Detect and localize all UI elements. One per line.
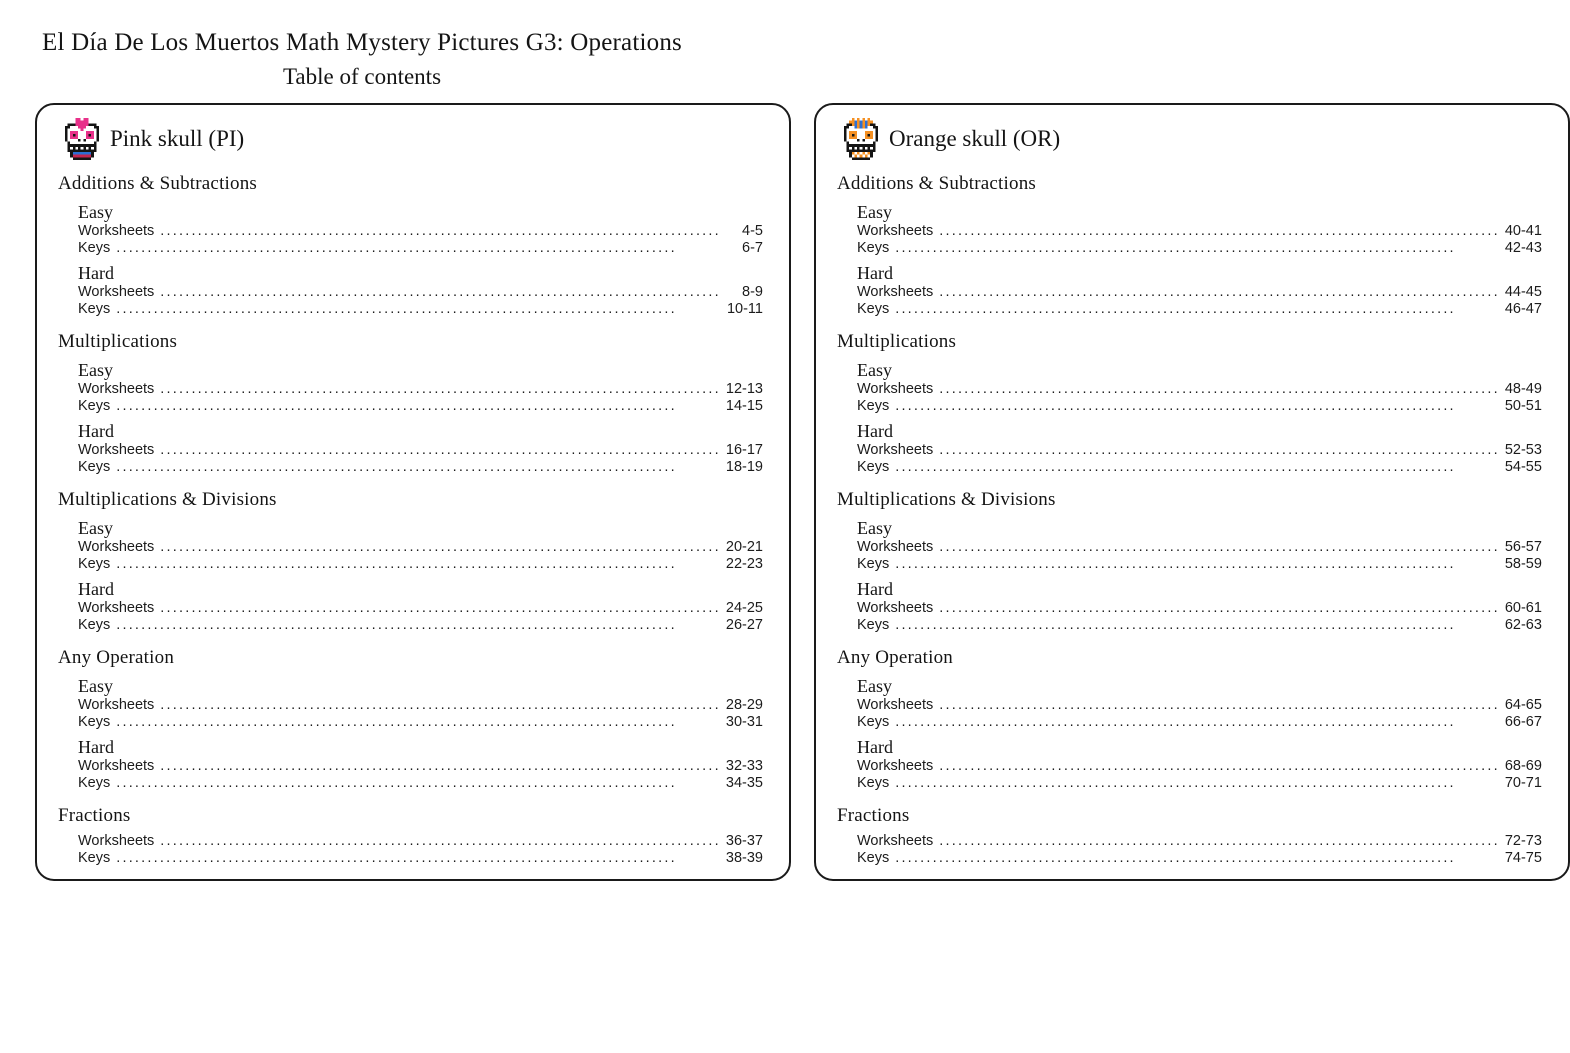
- entry-label: Keys: [78, 617, 111, 633]
- entry-label: Keys: [78, 850, 111, 866]
- toc-entry: [78, 758, 763, 775]
- dot-leader: ..........................................................................................: [939, 381, 1500, 397]
- entry-pages: 4-5: [742, 223, 763, 239]
- toc-entry: [78, 284, 763, 301]
- entry-label: Keys: [856, 617, 890, 633]
- entry-label: Keys: [856, 398, 890, 414]
- toc-group: [58, 833, 763, 867]
- dot-leader: ..........................................................................................: [895, 850, 1456, 866]
- entry-pages: 32-33: [725, 758, 763, 774]
- dot-leader: ..........................................................................................: [895, 617, 1456, 633]
- entry-label: Worksheets: [856, 381, 934, 397]
- toc-section: [837, 330, 1542, 476]
- toc-group: [58, 736, 763, 792]
- toc-section: [837, 172, 1542, 318]
- entry-label: Worksheets: [78, 600, 155, 616]
- entry-label: Worksheets: [856, 539, 934, 555]
- toc-entry: [857, 850, 1542, 867]
- dot-leader: ..........................................................................................: [116, 240, 677, 256]
- entry-pages: 62-63: [1504, 617, 1542, 633]
- toc-group: [837, 736, 1542, 792]
- toc-section: [837, 488, 1542, 634]
- toc-group: [837, 359, 1542, 415]
- entry-label: Keys: [78, 459, 111, 475]
- toc-section: [58, 804, 763, 867]
- entry-pages: 34-35: [725, 775, 763, 791]
- entry-pages: 58-59: [1504, 556, 1542, 572]
- dot-leader: ..........................................................................................: [116, 301, 677, 317]
- dot-leader: ..........................................................................................: [116, 775, 677, 791]
- toc-section: [58, 172, 763, 318]
- dot-leader: ..........................................................................................: [939, 284, 1500, 300]
- entry-pages: 16-17: [725, 442, 763, 458]
- toc-entry: [857, 617, 1542, 634]
- toc-box-pink: [35, 103, 791, 881]
- orange-skull-icon: [844, 118, 878, 160]
- entry-pages: 38-39: [725, 850, 763, 866]
- toc-entry: [78, 775, 763, 792]
- entry-pages: 20-21: [725, 539, 763, 555]
- page-title: El Día De Los Muertos Math Mystery Pictures G3: Operations: [42, 29, 682, 56]
- entry-pages: 64-65: [1504, 697, 1542, 713]
- entry-label: Worksheets: [856, 697, 934, 713]
- dot-leader: ..........................................................................................: [895, 714, 1456, 730]
- entry-label: Worksheets: [856, 600, 934, 616]
- entry-pages: 46-47: [1504, 301, 1542, 317]
- toc-entry: [857, 223, 1542, 240]
- toc-entry: [857, 398, 1542, 415]
- dot-leader: ..........................................................................................: [939, 833, 1500, 849]
- toc-group: [837, 420, 1542, 476]
- entry-label: Worksheets: [78, 284, 155, 300]
- toc-entry: [78, 223, 763, 240]
- toc-entry: [857, 833, 1542, 850]
- toc-group: [837, 201, 1542, 257]
- toc-entry: [78, 240, 763, 257]
- dot-leader: ..........................................................................................: [160, 223, 721, 239]
- toc-entry: [78, 442, 763, 459]
- box-title-pink: Pink skull (PI): [110, 126, 245, 151]
- group-title: Hard: [856, 579, 893, 599]
- toc-box-orange: [814, 103, 1570, 881]
- toc-group: [837, 517, 1542, 573]
- entry-pages: 14-15: [725, 398, 763, 414]
- entry-label: Worksheets: [78, 758, 155, 774]
- toc-section: [837, 646, 1542, 792]
- entry-label: Keys: [78, 556, 111, 572]
- entry-pages: 18-19: [725, 459, 763, 475]
- entry-label: Worksheets: [856, 284, 934, 300]
- dot-leader: ..........................................................................................: [895, 459, 1456, 475]
- box-header-orange: [837, 118, 1542, 160]
- dot-leader: ..........................................................................................: [895, 240, 1456, 256]
- toc-entry: [78, 301, 763, 318]
- section-title: Additions & Subtractions: [836, 173, 1036, 194]
- group-title: Easy: [856, 360, 892, 380]
- dot-leader: ..........................................................................................: [895, 301, 1456, 317]
- section-title: Fractions: [836, 805, 910, 826]
- entry-label: Worksheets: [78, 223, 155, 239]
- toc-entry: [857, 697, 1542, 714]
- dot-leader: ..........................................................................................: [895, 398, 1456, 414]
- entry-pages: 42-43: [1504, 240, 1542, 256]
- toc-entry: [78, 381, 763, 398]
- entry-pages: 28-29: [725, 697, 763, 713]
- entry-pages: 10-11: [726, 301, 763, 317]
- toc-entry: [857, 600, 1542, 617]
- toc-entry: [857, 240, 1542, 257]
- dot-leader: ..........................................................................................: [939, 697, 1500, 713]
- entry-label: Keys: [78, 240, 111, 256]
- dot-leader: ..........................................................................................: [160, 833, 721, 849]
- entry-pages: 22-23: [725, 556, 763, 572]
- toc-group: [58, 420, 763, 476]
- entry-pages: 6-7: [742, 240, 763, 256]
- toc-entry: [78, 539, 763, 556]
- entry-label: Worksheets: [78, 833, 155, 849]
- toc-entry: [857, 301, 1542, 318]
- entry-label: Keys: [78, 301, 111, 317]
- section-title: Multiplications & Divisions: [836, 489, 1056, 510]
- dot-leader: ..........................................................................................: [160, 600, 721, 616]
- dot-leader: ..........................................................................................: [160, 539, 721, 555]
- toc-group: [837, 262, 1542, 318]
- dot-leader: ..........................................................................................: [895, 556, 1456, 572]
- entry-label: Worksheets: [856, 223, 934, 239]
- entry-label: Keys: [856, 556, 890, 572]
- toc-group: [837, 578, 1542, 634]
- section-title: Multiplications & Divisions: [58, 489, 277, 510]
- dot-leader: ..........................................................................................: [160, 758, 721, 774]
- entry-pages: 40-41: [1504, 223, 1542, 239]
- group-title: Easy: [78, 518, 113, 538]
- toc-entry: [857, 714, 1542, 731]
- toc-entry: [78, 833, 763, 850]
- entry-label: Keys: [856, 775, 890, 791]
- section-title: Any Operation: [58, 647, 175, 668]
- entry-pages: 68-69: [1504, 758, 1542, 774]
- dot-leader: ..........................................................................................: [116, 556, 677, 572]
- group-title: Hard: [78, 579, 114, 599]
- entry-pages: 52-53: [1504, 442, 1542, 458]
- entry-pages: 54-55: [1504, 459, 1542, 475]
- group-title: Hard: [856, 421, 893, 441]
- dot-leader: ..........................................................................................: [939, 442, 1500, 458]
- section-title: Multiplications: [58, 331, 178, 352]
- box-header-pink: [58, 118, 763, 160]
- entry-label: Keys: [856, 240, 890, 256]
- entry-label: Keys: [856, 850, 890, 866]
- toc-group: [837, 833, 1542, 867]
- toc-columns: [35, 103, 1542, 881]
- dot-leader: ..........................................................................................: [116, 617, 677, 633]
- toc-entry: [78, 459, 763, 476]
- group-title: Easy: [78, 202, 113, 222]
- dot-leader: ..........................................................................................: [939, 223, 1500, 239]
- toc-group: [58, 517, 763, 573]
- dot-leader: ..........................................................................................: [160, 284, 721, 300]
- entry-label: Keys: [78, 775, 111, 791]
- entry-pages: 50-51: [1504, 398, 1542, 414]
- entry-label: Keys: [856, 459, 890, 475]
- section-title: Fractions: [58, 805, 131, 826]
- section-title: Multiplications: [836, 331, 957, 352]
- toc-entry: [78, 556, 763, 573]
- toc-entry: [857, 284, 1542, 301]
- toc-group: [58, 262, 763, 318]
- toc-entry: [857, 775, 1542, 792]
- toc-entry: [78, 714, 763, 731]
- toc-group: [837, 675, 1542, 731]
- toc-entry: [78, 600, 763, 617]
- entry-pages: 44-45: [1504, 284, 1542, 300]
- page-subtitle: Table of contents: [282, 64, 442, 89]
- entry-label: Worksheets: [78, 442, 155, 458]
- entry-pages: 24-25: [725, 600, 763, 616]
- entry-pages: 56-57: [1504, 539, 1542, 555]
- group-title: Hard: [856, 737, 893, 757]
- dot-leader: ..........................................................................................: [895, 775, 1456, 791]
- entry-pages: 12-13: [725, 381, 763, 397]
- toc-group: [58, 578, 763, 634]
- toc-entry: [78, 850, 763, 867]
- toc-section: [58, 488, 763, 634]
- entry-label: Worksheets: [856, 833, 934, 849]
- toc-entry: [857, 459, 1542, 476]
- group-title: Easy: [856, 518, 892, 538]
- toc-section: [58, 330, 763, 476]
- toc-group: [58, 675, 763, 731]
- entry-label: Worksheets: [78, 539, 155, 555]
- toc-group: [58, 201, 763, 257]
- box-title-orange: Orange skull (OR): [888, 126, 1061, 151]
- dot-leader: ..........................................................................................: [116, 398, 677, 414]
- group-title: Hard: [856, 263, 893, 283]
- section-title: Any Operation: [836, 647, 954, 668]
- entry-label: Keys: [78, 714, 111, 730]
- dot-leader: ..........................................................................................: [160, 442, 721, 458]
- entry-label: Keys: [78, 398, 111, 414]
- toc-entry: [78, 398, 763, 415]
- group-title: Easy: [78, 676, 113, 696]
- dot-leader: ..........................................................................................: [116, 459, 677, 475]
- toc-group: [58, 359, 763, 415]
- dot-leader: ..........................................................................................: [116, 850, 677, 866]
- entry-pages: 48-49: [1504, 381, 1542, 397]
- dot-leader: ..........................................................................................: [939, 600, 1500, 616]
- entry-pages: 72-73: [1504, 833, 1542, 849]
- toc-entry: [857, 539, 1542, 556]
- toc-entry: [78, 617, 763, 634]
- toc-page: [0, 29, 1542, 881]
- entry-pages: 36-37: [725, 833, 763, 849]
- entry-label: Keys: [856, 714, 890, 730]
- dot-leader: ..........................................................................................: [939, 539, 1500, 555]
- group-title: Easy: [78, 360, 113, 380]
- entry-pages: 26-27: [725, 617, 763, 633]
- group-title: Easy: [856, 676, 892, 696]
- entry-label: Worksheets: [856, 758, 934, 774]
- dot-leader: ..........................................................................................: [116, 714, 677, 730]
- entry-label: Worksheets: [78, 381, 155, 397]
- toc-entry: [857, 556, 1542, 573]
- entry-pages: 30-31: [725, 714, 763, 730]
- entry-pages: 70-71: [1504, 775, 1542, 791]
- dot-leader: ..........................................................................................: [160, 697, 721, 713]
- toc-entry: [78, 697, 763, 714]
- toc-section: [58, 646, 763, 792]
- dot-leader: ..........................................................................................: [939, 758, 1500, 774]
- group-title: Hard: [78, 421, 114, 441]
- entry-pages: 8-9: [742, 284, 763, 300]
- toc-entry: [857, 442, 1542, 459]
- toc-section: [837, 804, 1542, 867]
- entry-label: Worksheets: [78, 697, 155, 713]
- entry-label: Worksheets: [856, 442, 934, 458]
- group-title: Easy: [856, 202, 892, 222]
- entry-pages: 66-67: [1504, 714, 1542, 730]
- toc-entry: [857, 758, 1542, 775]
- pink-skull-icon: [65, 118, 99, 160]
- entry-label: Keys: [856, 301, 890, 317]
- group-title: Hard: [78, 263, 114, 283]
- entry-pages: 74-75: [1504, 850, 1542, 866]
- entry-pages: 60-61: [1504, 600, 1542, 616]
- section-title: Additions & Subtractions: [58, 173, 258, 194]
- dot-leader: ..........................................................................................: [160, 381, 721, 397]
- group-title: Hard: [78, 737, 114, 757]
- toc-entry: [857, 381, 1542, 398]
